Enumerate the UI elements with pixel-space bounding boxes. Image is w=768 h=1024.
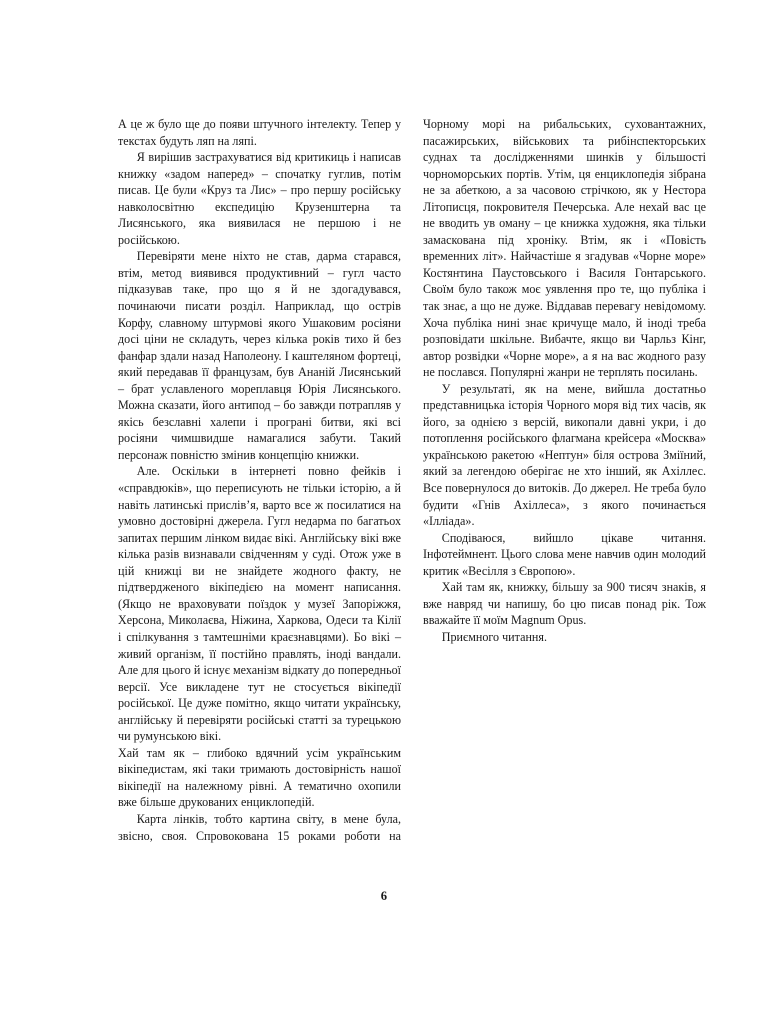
paragraph: Приємного читання.	[441, 629, 547, 644]
paragraph: У результаті, як на мене, вийшла достатньо представницька історія Чорного моря від тих часів, як його, за однією з версій, викопали давні укри, і до потоплення російського флагмана крейсера «Москва» українською ракетою «Нептун» біля острова Зміїний, який за легендою оберігає не хто інший, як Ахіллес. Все повернулося до витоків. До джерел. Не треба було будити «Гнів Ахіллеса», з якого починається «Ілліада».	[423, 381, 706, 529]
page-body-text	[118, 116, 706, 846]
paragraph: Я вирішив застрахуватися від критикиць і написав книжку «задом наперед» – спочатку гуглив, потім писав. Це були «Круз та Лис» – про першу російську навколосвітню експедицію Крузенштерна та Лисянського, яка виявилася не першою і не російською.	[118, 150, 401, 247]
paragraph: А це ж було ще до появи штучного інтелекту. Тепер у текстах будуть ляп на ляпі.	[118, 117, 401, 148]
paragraph: Але. Оскільки в інтернеті повно фейків і «справдюків», що переписують не тільки історію, а й навіть латинські прислів’я, варто все ж посилатися на умовно достовірні джерела. Гугл недарма по багатьох запитах першим лінком видає вікі. Англійську вікі вже кілька разів визнавали свідченням у суді. Отож уже в цій книжці ви не знайдете жодного факту, не підтвердженого вікіпедією на момент написання. (Якщо не враховувати поїздок у музеї Запоріжжя, Херсона, Миколаєва, Ніжина, Харкова, Одеси та Кілії і спілкування з тамтешніми краєзнавцями). Бо вікі – живий організм, її постійно правлять, іноді вандали. Але для цього й існує механізм відкату до попередньої версії. Усе викладене тут не стосується вікіпедії російської. Це дуже помітно, якщо читати українську, англійську й перевіряти російські статті за турецькою чи румунською вікі.	[118, 464, 401, 744]
paragraph: Сподіваюся, вийшло цікаве читання. Інфотеймнент. Цього слова мене навчив один молодий критик «Весілля з Європою».	[423, 530, 706, 578]
page-number: 6	[380, 889, 388, 903]
paragraph: Хай там як, книжку, більшу за 900 тисяч знаків, я вже навряд чи напишу, бо цю писав понад рік. Тож вважайте її моїм Magnum Opus.	[423, 580, 706, 628]
paragraph: Хай там як – глибоко вдячний усім українським вікіпедистам, які таки тримають достовірність нашої вікіпедії на належному рівні. А тематично охопили вже більше друкованих енциклопедій.	[118, 745, 401, 810]
paragraph: Перевіряти мене ніхто не став, дарма старався, втім, метод виявився продуктивний – гугл часто підказував таке, про що я й не здогадувався, починаючи писати розділ. Наприклад, що острів Корфу, славному штурмові якого Ушаковим росіяни досі ціни не складуть, через кілька років тихо й без фанфар здали назад Наполеону. І каштеляном фортеці, який передавав її французам, був Ананій Лисянський – брат уславленого мореплавця Юрія Лисянського. Можна сказати, його антипод – бо завжди потрапляв у якісь безславні халепи і програні битви, які всі росіяни чимшвидше намагалися забути. Такий персонаж повністю змінив концепцію книжки.	[118, 249, 401, 462]
paragraph: Карта лінків, тобто картина світу, в мене була, звісно, своя. Спровокована 15 роками роботи на Чорному морі на рибальських, суховантажних, пасажирських, військових та рибінспекторських суднах та дослідженнями шинків у більшості чорноморських портів. Утім, ця енциклопедія зібрана не за абеткою, а за часовою стрічкою, як у Нестора Літописця, покровителя Печерська. Але нехай вас це не вводить ув оману – це книжка художня, яка тільки замаскована під хроніку. Втім, як і «Повість временних літ». Найчастіше я згадував «Чорне море» Костянтина Паустовського і Василя Гонтарського. Своїм було також моє уявлення про те, що публіка і так знає, а що не дуже. Віддавав перевагу невідомому. Хоча публіка нині знає кричуще мало, й іноді треба розповідати шкільне. Вибачте, якщо ви Чарльз Кінг, автор розвідки «Чорне море», а я на вас жодного разу не послався. Популярні жанри не терплять посилань.	[118, 117, 706, 843]
